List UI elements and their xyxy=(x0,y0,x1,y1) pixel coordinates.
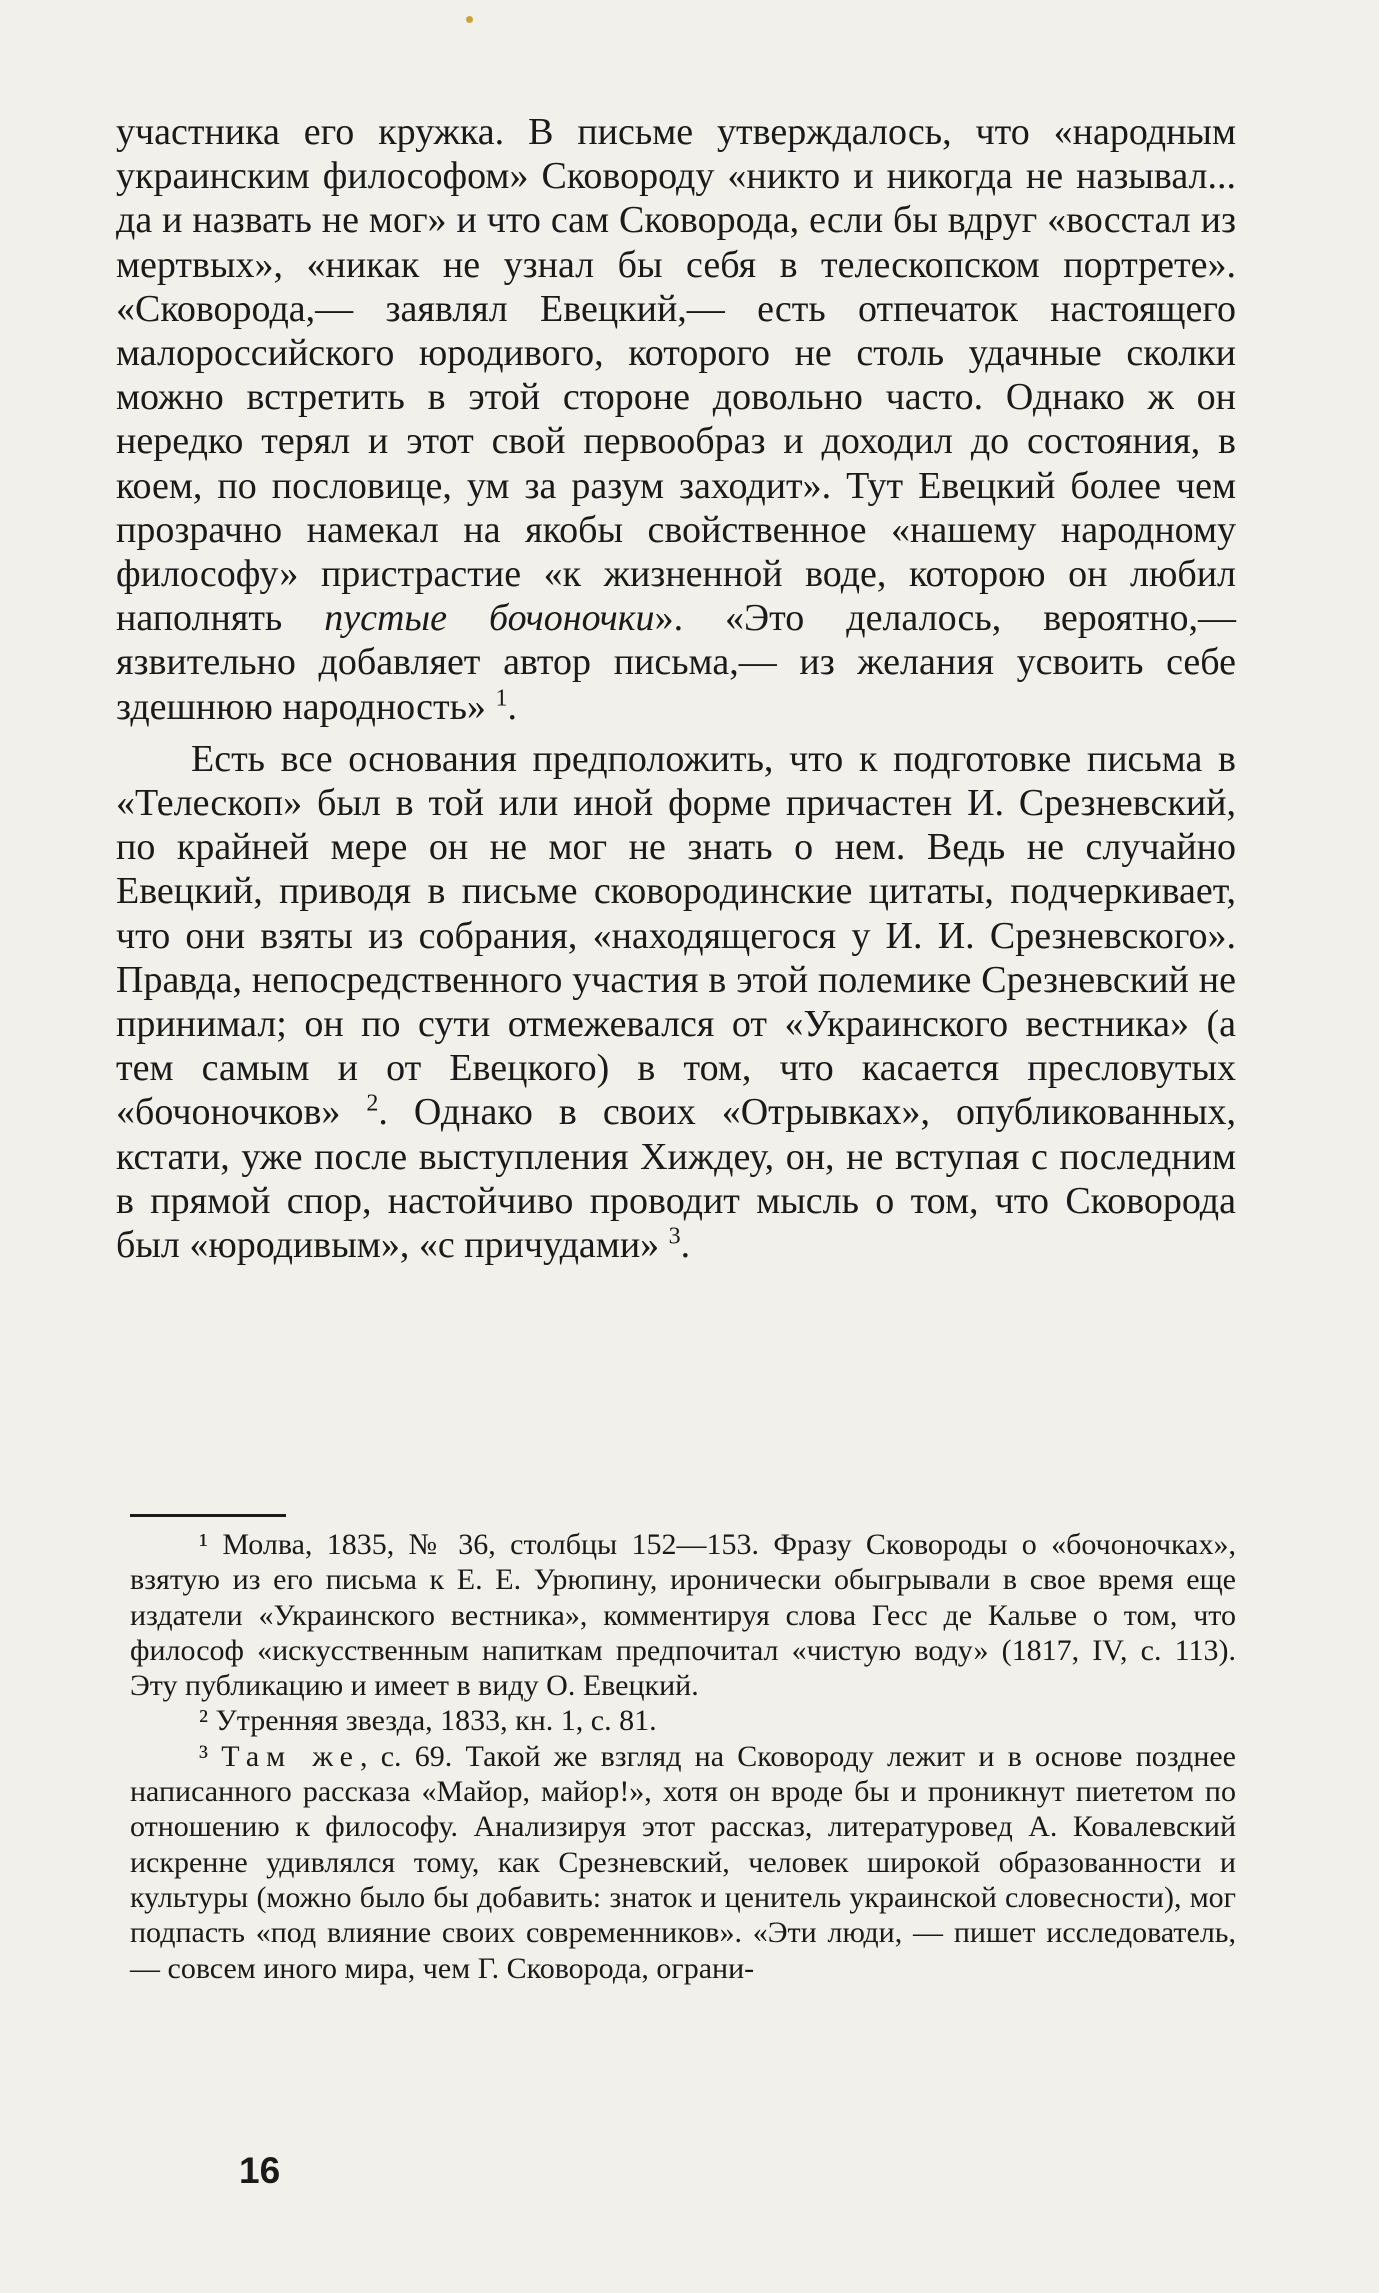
text-segment: . xyxy=(507,685,517,728)
footnote-separator xyxy=(130,1514,286,1517)
footnote-text-segment: , с. 69. Такой же взгляд на Сковороду лежит и в основе позднее написанного рассказа «Майор, майор!», хотя он вроде бы и проникнут пиететом по отношению к философу. Анализируя этот рассказ, литературовед А. Ковалевский искренне удивлялся тому, как Срезневский, человек широкой образованности и культуры (можно было бы добавить: знаток и ценитель украинской словесности), мог подпасть «под влияние своих современников». «Эти люди, — пишет исследователь, — совсем иного мира, чем Г. Сковорода, ограни- xyxy=(130,1739,1237,1985)
text-segment: пустые бочоночки xyxy=(324,597,655,640)
decorative-dot xyxy=(466,16,473,23)
text-segment: . xyxy=(680,1224,691,1267)
footnote-1 xyxy=(130,1527,1236,1703)
text-segment: Есть все основания предположить, что к подготовке письма в «Телескоп» был в той или иной форме причастен И. Срезневский, по крайней мере он не мог не знать о нем. Ведь не случайно Евецкий, приводя в письме сковородинские цитаты, подчеркивает, что они взяты из собрания, «находящегося у И. И. Срезневского». Правда, непосредственного участия в этой полемике Срезневский не принимал; он по сути отмежевался от «Украинского вестника» (а тем самым и от Евецкого) в том, что касается пресловутых «бочоночков» xyxy=(116,737,1236,1134)
text-segment: участника его кружка. В письме утверждалось, что «народным украинским философом» Сковороду «никто и никогда не называл... да и назвать не мог» и что сам Сковорода, если бы вдруг «восстал из мертвых», «никак не узнал бы себя в телескопском портрете». «Сковорода,— заявлял Евецкий,— есть отпечаток настоящего малороссийского юродивого, которого не столь удачные сколки можно встретить в этой стороне довольно часто. Однако ж он нередко терял и этот свой первообраз и доходил до состояния, в коем, по пословице, ум за разум заходит». Тут Евецкий более чем прозрачно намекал на якобы свойственное «нашему народному философу» пристрастие «к жизненной воде, которою он любил наполнять xyxy=(116,111,1236,640)
footnote-ref: 2 xyxy=(366,1090,379,1117)
footnote-text-segment: Там же xyxy=(221,1739,360,1773)
footnote-ref: 1 xyxy=(495,684,508,711)
footnote-2 xyxy=(130,1703,1236,1738)
footnote-text-segment: ³ xyxy=(199,1739,222,1773)
paragraph-2 xyxy=(116,737,1236,1267)
footnote-text-segment: ¹ Молва, 1835, № 36, столбцы 152—153. Фразу Сковороды о «бочоночках», взятую из его письма к Е. Е. Урюпину, иронически обыгрывали в свое время еще издатели «Украинского вестника», комментируя слова Гесс де Кальве о том, что философ «искусственным напиткам предпочитал «чистую воду» (1817, IV, с. 113). Эту публикацию и имеет в виду О. Евецкий. xyxy=(130,1528,1236,1703)
text-segment: . Однако в своих «Отрывках», опубликованных, кстати, уже после выступления Хиждеу, он, не вступая с последним в прямой спор, настойчиво проводит мысль о том, что Сковорода был «юродивым», «с причудами» xyxy=(116,1091,1237,1267)
page-number: 16 xyxy=(239,2150,281,2191)
text-segment: ». «Это делалось, вероятно,— язвительно добавляет автор письма,— из желания усвоить себе здешнюю народность» xyxy=(116,597,1236,728)
footnote-text-segment: ² Утренняя звезда, 1833, кн. 1, с. 81. xyxy=(199,1704,657,1738)
main-text xyxy=(116,110,1236,1267)
footnote-3 xyxy=(130,1739,1236,1986)
footnotes xyxy=(130,1527,1236,1986)
footnote-ref: 3 xyxy=(668,1223,681,1250)
paragraph-1 xyxy=(116,110,1236,729)
